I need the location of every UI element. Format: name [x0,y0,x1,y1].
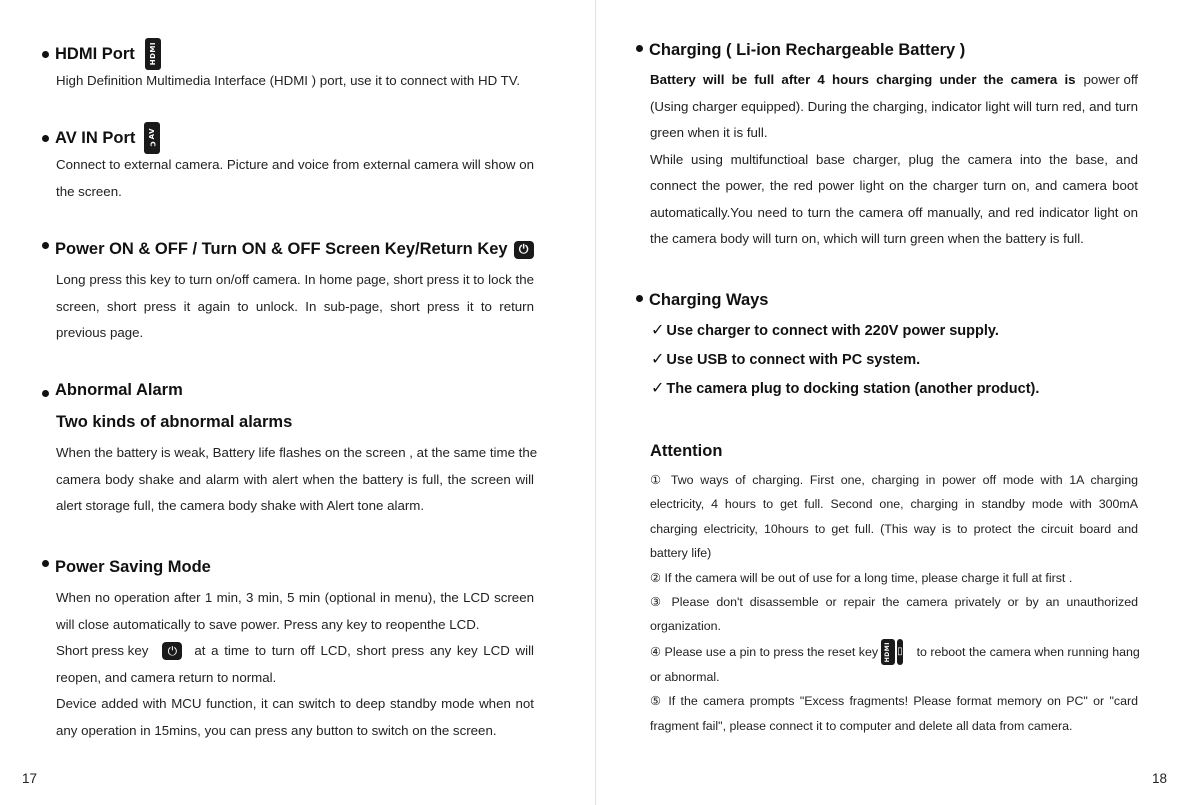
alarm-heading [42,381,183,400]
attention-line: organization. [650,619,721,634]
hdmi-heading [42,38,161,70]
attention-line: fragment fail", please connect it to computer and delete all data from camera. [650,718,1073,733]
bullet-icon [636,45,643,52]
power-title: Power ON & OFF / Turn ON & OFF Screen Key/Return Key [55,240,508,258]
attention-line: charging electricity, 10hours to get full. (This way is to protect the circuit board and [650,521,1138,536]
list-item [651,375,1039,404]
bullet-icon [42,242,49,249]
attention-line: ③ Please don't disassemble or repair the camera privately or by an unauthorized [650,595,1138,610]
list-item [651,317,1039,346]
av-text-line: the screen. [56,183,122,199]
power-key-icon: ⏻ [162,642,182,660]
alarm-text-line: alert storage full, the camera body shake with Alert tone alarm. [56,498,425,513]
reset-text: ④ Please use a pin to press the reset key [650,644,879,659]
reset-text-tail: to reboot the camera when running hang [916,644,1140,659]
power-text [56,267,534,347]
short-press-text-tail: at a time to turn off LCD, short press any key LCD will [194,643,534,658]
ways-title: Charging Ways [649,291,769,309]
av-title: AV IN Port [55,128,136,147]
bullet-icon [42,560,49,567]
hdmi-port-icon [881,639,895,665]
av-icon-sublabel: C [148,141,157,147]
alarm-text-line: When the battery is weak, Battery life flashes on the screen , at the same time the [56,445,538,460]
right-page [596,0,1191,805]
check-icon: ✓ [651,322,665,339]
av-heading [42,122,160,154]
attention-line: ② If the camera will be out of use for a long time, please charge it full at first . [650,570,1073,585]
alarm-text [56,440,538,520]
av-text-line: Connect to external camera. Picture and voice from external camera will show on [56,157,534,172]
short-press-text: Short press key [56,643,149,658]
power-key-icon: ⏻ [514,241,534,259]
saving-text-line: When no operation after 1 min, 3 min, 5 min (optional in menu), the LCD screen [56,590,534,605]
saving-heading [42,558,211,577]
charging-bold-lead: Battery will be full after 4 hours charging under the camera is [650,72,1076,87]
check-icon: ✓ [651,350,665,368]
saving-text-line: any operation in 15mins, you can press any button to switch on the screen. [56,722,497,738]
ways-list [651,317,1039,403]
charging-title: Charging ( Li-ion Rechargeable Battery ) [649,41,966,59]
saving-short-press-line [56,638,534,665]
power-text-line: screen, short press it again to unlock. In sub-page, short press it to return [56,298,534,314]
av-icon-label: AV [148,128,157,140]
attention-line: or abnormal. [650,669,720,684]
charging-text-line: green when it is full. [650,125,768,140]
check-icon: ✓ [651,379,665,397]
attention-line: electricity, 4 hours to get full. Second one, charging in standby mode with 300mA [650,497,1138,512]
reset-icon-label: HDMI [883,641,891,662]
saving-text-line: Device added with MCU function, it can switch to deep standby mode when not [56,696,534,711]
reset-hole-icon: ▯ [897,639,903,665]
ways-heading [636,291,769,310]
power-text-line: previous page. [56,325,144,340]
left-page [0,0,595,805]
hdmi-title: HDMI Port [55,44,135,63]
attention-line: ⑤ If the camera prompts "Excess fragments! Please format memory on PC" or "card [650,694,1138,709]
saving-text-line: reopen, and camera return to normal. [56,669,277,685]
charging-text-line: While using multifunctioal base charger, plug the camera into the base, and [650,151,1138,167]
hdmi-port-icon [145,38,161,70]
hdmi-icon-label: HDMI [148,42,157,66]
power-heading [42,240,534,259]
charging-text-line: automatically.You need to turn the camera off manually, and red indicator light on [650,204,1138,220]
charging-heading [636,41,965,60]
charging-text-line: the camera body will turn on, which will turn green when the battery is full. [650,231,1084,246]
av-port-icon [144,122,160,154]
attention-heading: Attention [650,442,723,460]
hdmi-text-line: High Definition Multimedia Interface (HDMI ) port, use it to connect with HD TV. [56,73,521,88]
attention-reset-line [650,639,1138,665]
alarm-text-line: camera body shake and alarm with alert when the battery is full, the screen will [56,471,534,487]
alarm-title: Abnormal Alarm [55,381,183,399]
attention-text [650,468,1138,738]
charging-text [650,67,1138,253]
attention-line: ① Two ways of charging. First one, charging in power off mode with 1A charging [650,473,1138,487]
page-number-right: 18 [1152,771,1168,786]
list-item [651,346,1039,375]
attention-line: battery life) [650,546,712,561]
charging-lead-line [650,67,1138,94]
list-item-label: The camera plug to docking station (another product). [666,380,1040,397]
list-item-label: Use USB to connect with PC system. [666,351,921,368]
bullet-icon [42,135,49,142]
hdmi-text [56,68,534,95]
saving-text [56,585,534,744]
av-text [56,152,534,205]
alarm-subtitle: Two kinds of abnormal alarms [56,413,293,431]
charging-lead-tail: power off [1083,72,1138,87]
saving-title: Power Saving Mode [55,558,211,576]
list-item-label: Use charger to connect with 220V power supply. [666,323,999,339]
bullet-icon [42,51,49,58]
power-text-line: Long press this key to turn on/off camera. In home page, short press it to lock the [56,272,534,287]
page-number-left: 17 [22,771,38,786]
saving-text-line: will close automatically to save power. Press any key to reopenthe LCD. [56,616,480,632]
bullet-icon [42,390,49,397]
charging-text-line: connect the power, the red power light on the charger turn on, and camera boot [650,178,1138,193]
bullet-icon [636,295,643,302]
charging-text-line: (Using charger equipped). During the charging, indicator light will turn red, and turn [650,98,1138,114]
